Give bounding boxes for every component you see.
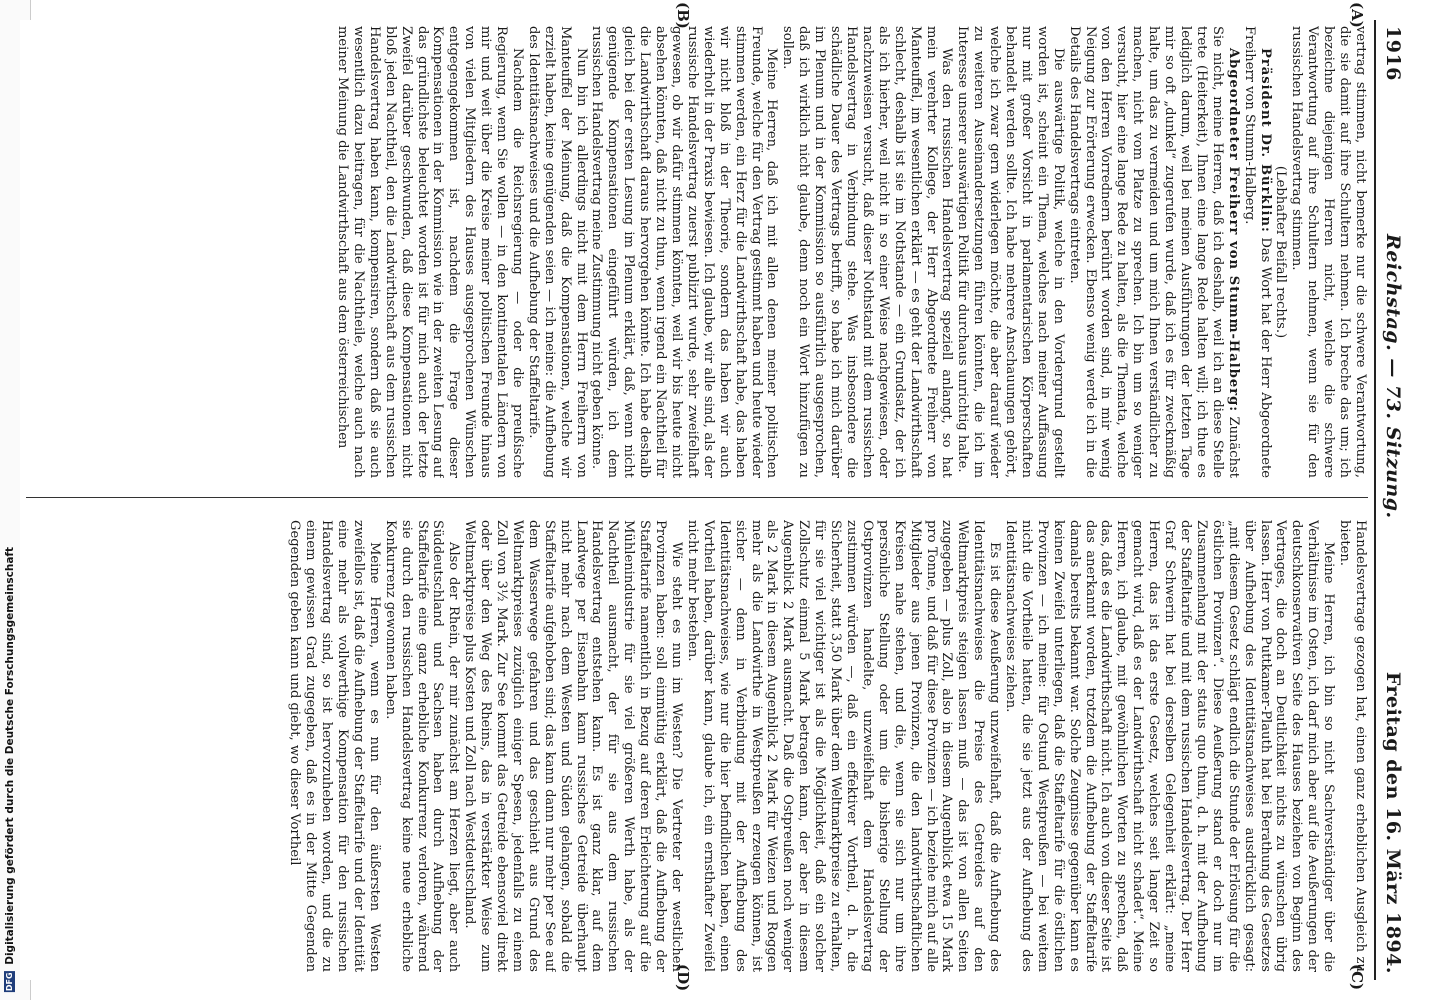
margin-mark-d: (D) [674,964,692,992]
paragraph [589,26,780,478]
margin-mark-b: (B) [674,2,692,29]
paragraph-text: Zunächst Sie nicht, meine Herren, daß ich deshalb, weil ich an diese Stelle trete (Heiterkeit), Ihnen eine lange Rede halten will; ich thue es lediglich darum, weil bei meinen Ausführungen der letzten Tage mir so oft „dunkel“ zugerufen wurde, daß ich es für zweckmäßig halte, um das zu vermeiden und um mich Ihnen verständlicher zu machen, nicht vom Platze zu sprechen. Ich bin um so weniger versucht, hier eine lange Rede zu halten, als die Themata, welche von den Herren Vorrednern berührt worden sind, in mir wenig Neigung zur Erörterung erwecken. Ebenso wenig werde ich in die Details des Handelsvertrags eintreten. [1066,26,1241,478]
paragraph [1002,520,1336,972]
paragraph-text: Nun bin ich allerdings nicht mit dem Herrn Freiherrn von Manteuffel der Meinung, daß die Kompensationen, welche wir erzielt haben, keine genügenden seien — ich meine: die Aufhebung des Identitätsnachweises und die Aufhebung der Staffeltarife. [525,26,589,478]
header-rule [1374,20,1376,980]
paragraph [954,26,1065,478]
paragraph [334,26,525,478]
paragraph [525,26,589,478]
paragraph [461,520,684,972]
paragraph [1241,26,1273,478]
paragraph [382,520,462,972]
paragraph-text: Handelsvertrage gezogen hat, einen ganz erheblichen Ausgleich zu bieten. [1337,520,1368,972]
paragraph-text: Meine Herren, daß ich mit allen denen meiner politischen Freunde, welche für den Vertrag gestimmt haben und heute wieder stimmen werden, ein Herz für die Landwirthschaft habe, das haben wir nicht bloß in der Theorie, sondern das haben wir auch wiederholt in der Praxis bewiesen. Ich glaube, wir alle sind, als der russische Handelsvertrag zuerst publizirt wurde, sehr zweifelhaft gewesen, ob wir dafür stimmen könnten, weil wir bis heute nicht absehen könnten, daß nicht zu thun, wenn irgend ein Nachtheil für die Landwirthschaft daraus hervorgehen könnte. Ich habe deshalb gleich bei der ersten Lesung im Plenum erklärt, daß, wenn nicht genügende Kompensationen eingeführt würden, ich dem russischen Handelsvertrag meine Zustimmung nicht geben könne. [589,26,780,478]
paragraph-text: (Lebhafter Beifall rechts.) [1273,165,1289,339]
stage-direction [1273,26,1289,478]
paragraph [1288,26,1368,478]
paragraph-text: vertrag stimmen, nicht bemerke nur die schwere Verantwortung, die sie damit auf ihre Schultern nehmen. Ich breche das um; ich bezeichne diejenigen Herren nicht, welche die schwere Verantwortung auf ihre Schultern nehmen, wenn sie für den russischen Handelsvertrag stimmen. [1289,26,1368,478]
paragraph-text: Es ist diese Aeußerung unzweifelhaft, daß die Aufhebung des Identitätsnachweises die Preise des Getreides auf den Weltmarktpreis steigen lassen muß — das ist von allen Seiten zugegeben — plus Zoll, also in diesem Augenblick etwa 15 Mark pro Tonne, und daß für diese Provinzen — ich beziehe mich auf alle Mitglieder aus jenen Provinzen, die den landwirthschaftlichen Kreisen nahe stehen, und die, wenn sie sich nur um ihre persönliche Stellung oder um die bisherige Stellung der Ostprovinzen handelte, unzweifelhaft dem Handelsvertrag zustimmen würden —, daß ein effektiver Vortheil, d. h. die Sicherheit, statt 3,50 Mark über dem Weltmarktpreise zu erhalten, für sie viel wichtiger ist als die Möglichkeit, daß ein solcher Zollschutz einmal 5 Mark betragen kann, der aber in diesem Augenblick 2 Mark ausmacht. Daß die Ostpreußen noch weniger als 2 Mark in diesem Augenblick 2 Mark für Weizen und Roggen mehr als die Landwirthe in Westpreußen erzeugen können, ist sicher — denn in Verbindung mit der Aufhebung des Identitätsnachweises, wie nur die hier befindlichen haben, einen Vortheil haben, darüber kann, glaube ich, ein ernsthafter Zweifel nicht mehr bestehen. [684,520,1003,972]
left-column [26,26,1368,478]
session-date: Freitag den 16. März 1894. [1382,671,1404,974]
speaker-name: Präsident Dr. Bürklin: [1257,48,1273,233]
paragraph [286,520,381,972]
dfg-logo: DFG [5,972,14,991]
paragraph [684,520,1002,972]
paragraph-text: Meine Herren, wenn es nun für den äußersten Westen zweifellos ist, daß die Aufhebung der Staffeltarife und der Identität eine mehr als vollwerthige Kompensation für den russischen Handelsvertrag sind, so ist hervorzuheben worden, und die zu einem gewissen Grad zugegeben, daß es in der Mitte Gegenden Gegenden geben kann und giebt, wo dieser Vortheil [287,520,382,972]
paragraph [1336,520,1368,972]
margin-mark-a: (A) [1348,2,1366,28]
paragraph-text: Wie steht es nun im Westen? Die Vertreter der westlichen Provinzen haben: soll einmüthig erklärt, daß die Aufhebung der Staffeltarife namentlich in Bezug auf deren Erleichterung auf die Mühlenindustrie für sie viel größeren Werth habe, als der Nachtheil ausmacht, der für sie aus dem russischen Handelsvertrag entstehen kann. Es ist ganz klar, auf dem Landwege per Eisenbahn kann russisches Getreide überhaupt nicht mehr nach dem Westen und Süden gelangen, sobald die Staffeltarife aufgehoben sind; das kann dann nur mehr per See auf dem Wasserwege gefahren und das geschieht aus Grund des Weltmarktpreises zuzüglich einiger Spesen, jedenfalls zu einem Zoll von 3½ Mark. Zur See kommt das Getreide ebensoviel direkt oder über den Weg des Rheins, das in verstärkter Weise zum Weltmarktpreise plus Kosten und Zoll nach Westdeutschland. [462,520,685,972]
page-header [1380,26,1406,974]
session-title: Reichstag. — 73. Sitzung. [1382,234,1404,519]
paragraph [1066,26,1241,478]
column-divider [26,497,1368,498]
paragraph-text: Das Wort hat der Herr Abgeordnete Freiherr von Stumm-Halberg. [1241,26,1273,478]
document-page [20,2,1412,992]
speaker-name: Abgeordneter Freiherr von Stumm-Halberg: [1225,48,1241,413]
margin-mark-c: (C) [1348,964,1366,991]
digitization-credit [4,547,16,992]
right-column [26,520,1368,972]
page-number: 1916 [1382,26,1404,81]
digitization-credit-text: Digitalisierung gefördert durch die Deutsche Forschungsgemeinschaft [4,546,16,965]
paragraph-text: Also der Rhein, der mir zunächst am Herzen liegt, aber auch Süddeutschland und Sachsen haben durch Aufhebung der Staffeltarife eine ganz erhebliche Konkurrenz verloren, während sie durch den russischen Handelsvertrag keine neue erhebliche Konkurrenz gewonnen haben. [382,520,462,972]
paragraph [779,26,954,478]
paragraph-text: Die auswärtige Politik, welche in den Vordergrund gestellt worden ist, scheint ein Thema, welches nach meiner Auffassung nur mit großer Vorsicht in parlamentarischen Körperschaften behandelt werden sollte. Ich habe mehrere Anschauungen gehört, welche ich zwar gern widerlegen möchte, die aber darauf wieder zu weiteren Auseinandersetzungen führen könnten, die ich im Interesse unserer auswärtigen Politik für durchaus unrichtig halte. [955,26,1066,478]
paragraph-text: Nachdem die Reichsregierung — oder die preußische Regierung, wenn Sie wollen — in den kontinentalen Ländern von mir und weit über die Kreise meiner politischen Freunde hinaus von vielen Mitgliedern des Hauses ausgesprochenen Wünschen entgegengekommen ist, nachdem die Frage dieser Kompensationen in der Kommission wie in der zweiten Lesung auf das gründlichste beleuchtet worden ist für mich auch der letzte Zweifel darüber geschwunden, daß diese Kompensationen nicht bloß jeden Nachtheil, den die Landwirthschaft aus dem russischen Handelsvertrag haben kann, kompensiren, sondern daß sie auch wesentlich dazu beitragen, für die Nachtheile, welche auch nach meiner Meinung die Landwirthschaft aus dem österreichischen [335,26,525,478]
paragraph-text: Meine Herren, ich bin so nicht Sachverständiger über die Verhältnisse im Osten, ich darf mich aber auf die Aeußerungen der deutschkonservativen Seite des Hauses beziehen von Beginn des Vertrages, die doch an Deutlichkeit nichts zu wünschen übrig lassen. Herr von Puttkamer-Plauth hat bei Berathung des Gesetzes über Aufhebung des Identitätsnachweises ausdrücklich gesagt: „mit diesem Gesetz schlägt endlich die Stunde der Erlösung für die östlichen Provinzen“. Diese Aeußerung stand er doch nur im Zusammenhang mit der status quo thun, d. h. mit der Aufhebung der Staffeltarife und mit dem russischen Handelsvertrag. Der Herr Graf Schwerin hat bei derselben Gelegenheit erklärt: „meine Herren, das ist das erste Gesetz, welches seit langer Zeit so gemacht wird, daß es der Landwirthschaft nicht schadet“. Meine Herren, ich glaube, mit gewöhnlichen Worten zu sprechen, daß das, daß es die Landwirthschaft nicht. Ich auch von dieser Seite ist das anerkannt worden, trotzdem die Aufhebung der Staffeltarife damals bereits bekannt war. Solche Zeugnisse gegenüber kann es keinen Zweifel unterliegen, daß die Staffeltarife für die östlichen Provinzen — ich meine: für Ostund Westpreußen — bei weitem nicht die Vortheile hatten, die sie jetzt aus der Aufhebung des Identitätsnachweises ziehen. [1003,520,1337,972]
paragraph-text: Was den russischen Handelsvertrag speziell anlangt, so hat mein verehrter Kollege, der Herr Abgeordnete Freiherr von Manteuffel, im wesentlichen erklärt — es geht der Landwirthschaft schlecht, deshalb ist sie im Nothstande — ein Grundsatz, der ich als ich hierher, weil nicht in so einer Weise nachgewiesen, oder nachzuweisen versucht, daß dieser Nothstand mit dem russischen Handelsvertrag in Verbindung stehe. Was insbesondere die schädliche Dauer des Vertrags betrifft, so habe ich mich darüber im Plenum und in der Kommission so ausführlich ausgesprochen, daß ich wirklich nicht glaube, denn noch ein Wort hinzufügen zu sollen. [780,26,955,478]
